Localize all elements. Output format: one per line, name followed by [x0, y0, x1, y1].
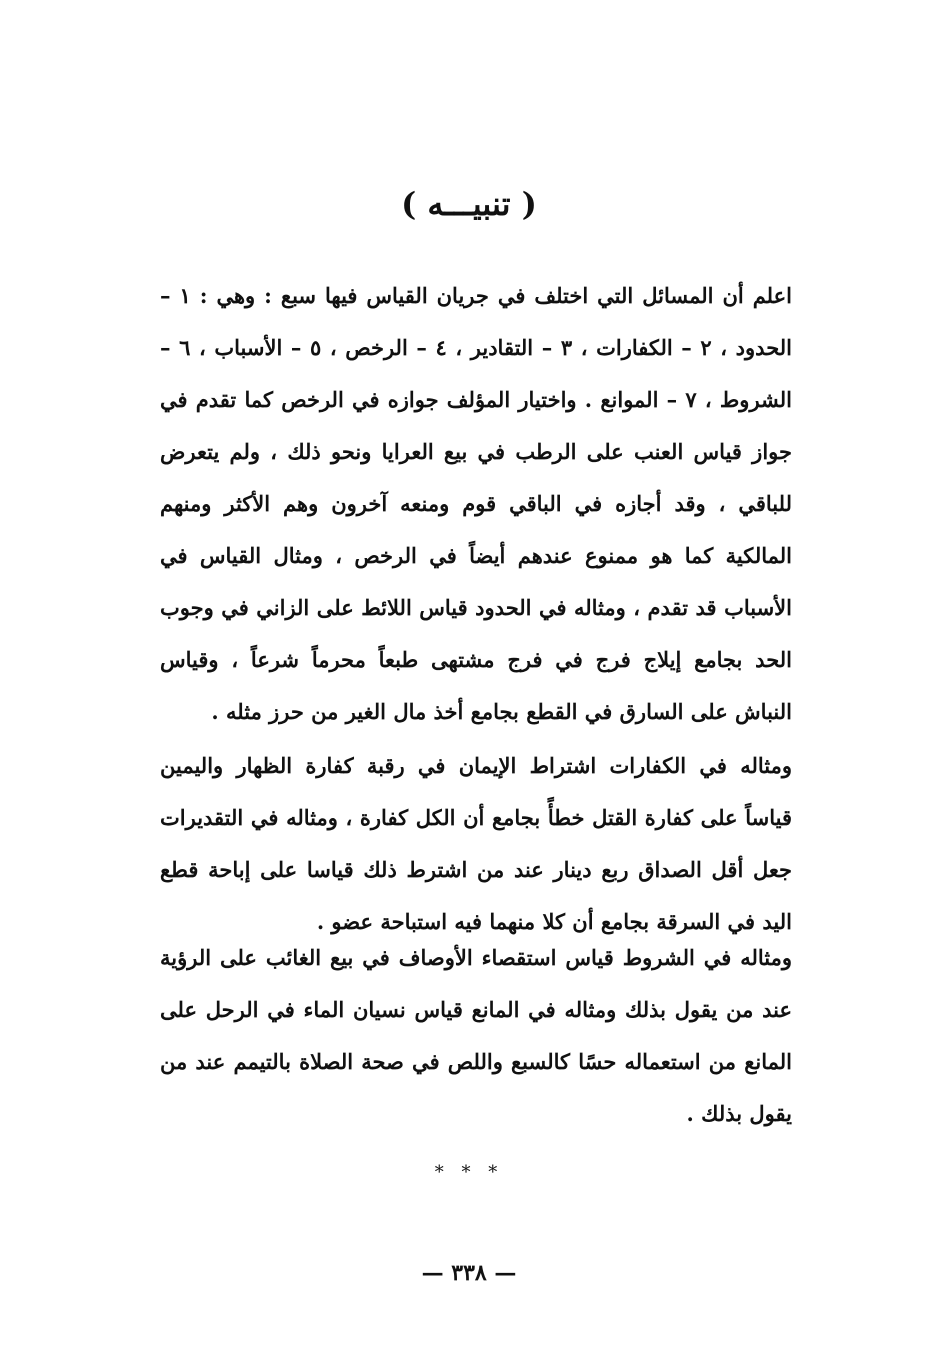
- paragraph-2: [160, 740, 792, 948]
- paragraph-1-text: اعلم أن المسائل التي اختلف في جريان القياس فيها سبع : وهي : ١ – الحدود ، ٢ – الكفارات ، ٣ – التقادير ، ٤ – الرخص ، ٥ – الأسباب ، ٦ – الشروط ، ٧ – الموانع . واختيار المؤلف جوازه في الرخص كما تقدم في جواز قياس العنب على الرطب في بيع العرايا ونحو ذلك ، ولم يتعرض للباقي ، وقد أجازه في الباقي قوم ومنعه آخرون وهم الأكثر ومنهم المالكية كما هو ممنوع عندهم أيضاً في الرخص ، ومثال القياس في الأسباب قد تقدم ، ومثاله في الحدود قياس اللائط على الزاني في وجوب الحد بجامع إيلاج فرج في فرج مشتهى طبعاً محرماً شرعاً ، وقياس النباش على السارق في القطع بجامع أخذ مال الغير من حرز مثله .: [160, 283, 793, 724]
- page-number: — ٣٣٨ —: [421, 1260, 517, 1286]
- section-heading: ( تنبيـــه ): [401, 185, 537, 223]
- paragraph-2-text: ومثاله في الكفارات اشتراط الإيمان في رقبة كفارة الظهار واليمين قياساً على كفارة القتل خطأً بجامع أن الكل كفارة ، ومثاله في التقديرات جعل أقل الصداق ربع دينار عند من اشترط ذلك قياسا على إباحة قطع اليد في السرقة بجامع أن كلا منهما فيه استباحة عضو .: [160, 753, 792, 934]
- paragraph-3: [160, 932, 792, 1140]
- paragraph-1: [160, 270, 792, 738]
- paragraph-3-text: ومثاله في الشروط قياس استقصاء الأوصاف في بيع الغائب على الرؤية عند من يقول بذلك ومثاله في المانع قياس نسيان الماء في الرحل على المانع من استعماله حسًا كالسبع واللص في صحة الصلاة بالتيمم عند من يقول بذلك .: [160, 945, 792, 1126]
- section-separator: * * *: [434, 1162, 504, 1183]
